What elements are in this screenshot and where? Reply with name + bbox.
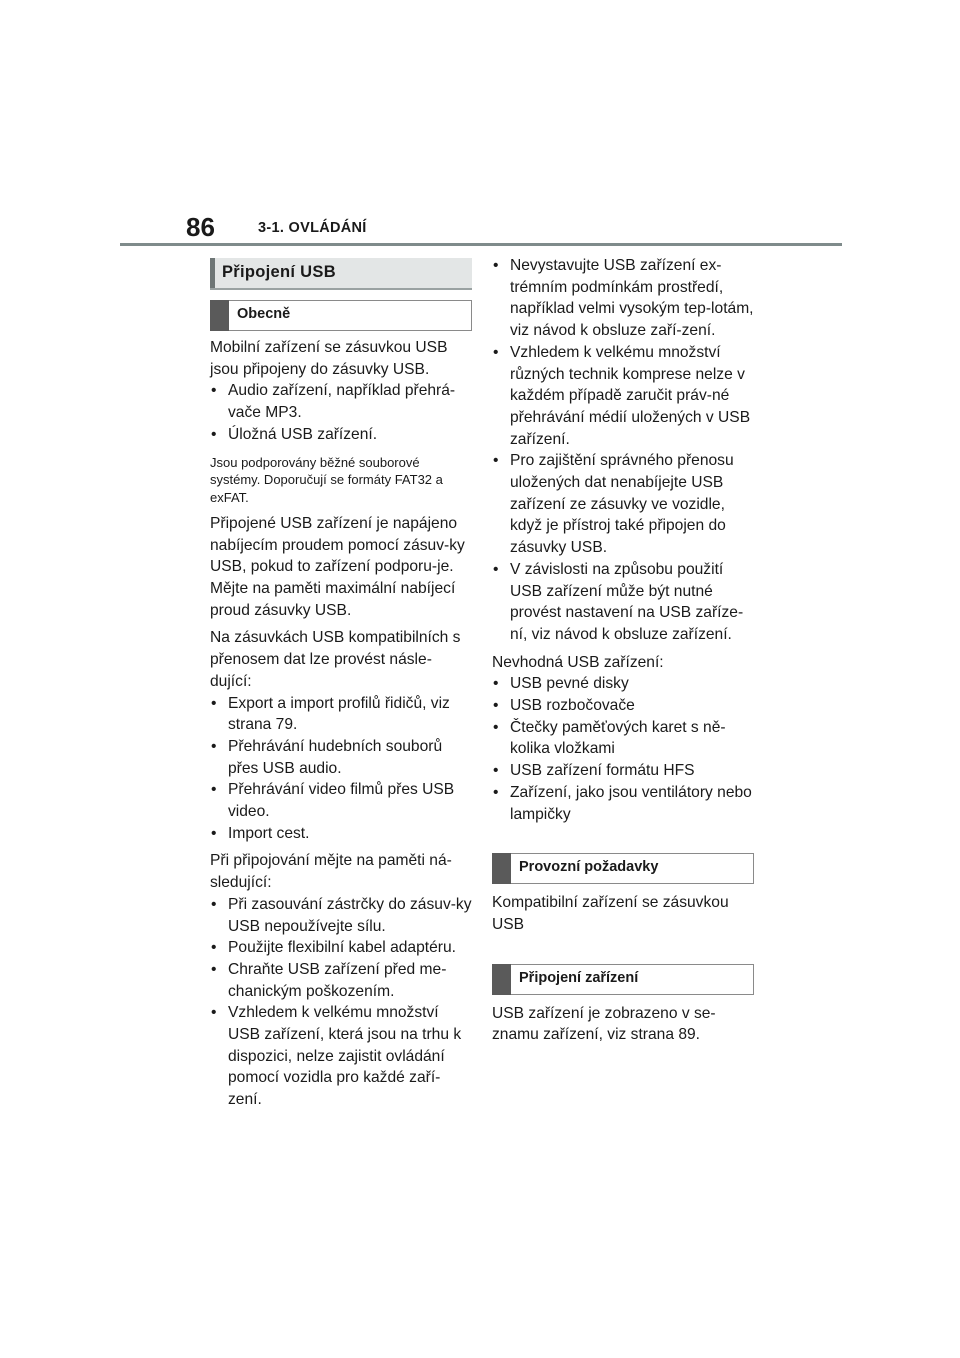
list-item: • USB pevné disky: [492, 673, 754, 695]
list-item: • Přehrávání video filmů přes USB video.: [210, 779, 472, 822]
list-item: • Chraňte USB zařízení před me-chanickým poškozením.: [210, 959, 472, 1002]
list-item: • USB rozbočovače: [492, 695, 754, 717]
connect-paragraph: USB zařízení je zobrazeno v se-znamu zařízení, viz strana 89.: [492, 1004, 716, 1044]
list-item: • V závislosti na způsobu použití USB zařízení může být nutné provést nastavení na USB zaříze-ní, viz návod k obsluze zařízení.: [492, 559, 754, 646]
list-item: • Nevystavujte USB zařízení ex-trémním podmínkám prostředí, například velmi vysokým tep-lotám, viz návod k obsluze zaří-zení.: [492, 255, 754, 342]
list-item: • Export a import profilů řidičů, viz strana 79.: [210, 693, 472, 736]
list-item: • USB zařízení formátu HFS: [492, 760, 754, 782]
section-heading-usb: Připojení USB: [210, 258, 472, 290]
list-item: • Čtečky paměťových karet s ně-kolika vložkami: [492, 717, 754, 760]
requirements-paragraph: Kompatibilní zařízení se zásuvkou USB: [492, 894, 729, 933]
list-item: • Zařízení, jako jsou ventilátory nebo lampičky: [492, 782, 754, 825]
list-item: • Při zasouvání zástrčky do zásuv-ky USB nepoužívejte sílu.: [210, 894, 472, 937]
page-number: 86: [186, 212, 215, 242]
intro-paragraph: Mobilní zařízení se zásuvkou USB jsou připojeny do zásuvky USB.: [210, 339, 448, 378]
list-item: • Přehrávání hudebních souborů přes USB audio.: [210, 736, 472, 779]
right-column: [492, 255, 754, 1046]
power-paragraph: Připojené USB zařízení je napájeno nabíjecím proudem pomocí zásuv-ky USB, pokud to zařízení podporu-je. Mějte na paměti maximální nabíjecí proud zásuvky USB.: [210, 514, 465, 619]
header-rule: [120, 243, 842, 246]
left-column: [210, 258, 472, 1111]
note-paragraph: Jsou podporovány běžné souborové systémy. Doporučují se formáty FAT32 a exFAT.: [210, 454, 443, 506]
list-item: • Úložná USB zařízení.: [210, 424, 472, 446]
list-item: • Použijte flexibilní kabel adaptéru.: [210, 937, 472, 959]
list-item: • Import cest.: [210, 823, 472, 845]
subsection-heading-requirements: Provozní požadavky: [492, 853, 754, 884]
unsuitable-intro: Nevhodná USB zařízení:: [492, 653, 664, 671]
connect-intro: Při připojování mějte na paměti ná-sledující:: [210, 852, 452, 892]
subsection-heading-general: Obecně: [210, 300, 472, 331]
chapter-title: 3-1. OVLÁDÁNÍ: [258, 220, 367, 236]
subsection-heading-connect: Připojení zařízení: [492, 964, 754, 995]
list-item: • Audio zařízení, například přehrá-vače MP3.: [210, 380, 472, 423]
list-item: • Pro zajištění správného přenosu uložených dat nenabíjejte USB zařízení ze zásuvky ve vozidle, když je přístroj také připojen do zásuvky USB.: [492, 450, 754, 559]
list-item: • Vzhledem k velkému množství USB zařízení, která jsou na trhu k dispozici, nelze zajistit ovládání pomocí vozidla pro každé zaří-zení.: [210, 1002, 472, 1111]
compat-intro: Na zásuvkách USB kompatibilních s přenosem dat lze provést násle-dující:: [210, 629, 461, 690]
list-item: • Vzhledem k velkému množství různých technik komprese nelze v každém případě zaručit práv-né přehrávání médií uložených v USB zařízení.: [492, 342, 754, 451]
